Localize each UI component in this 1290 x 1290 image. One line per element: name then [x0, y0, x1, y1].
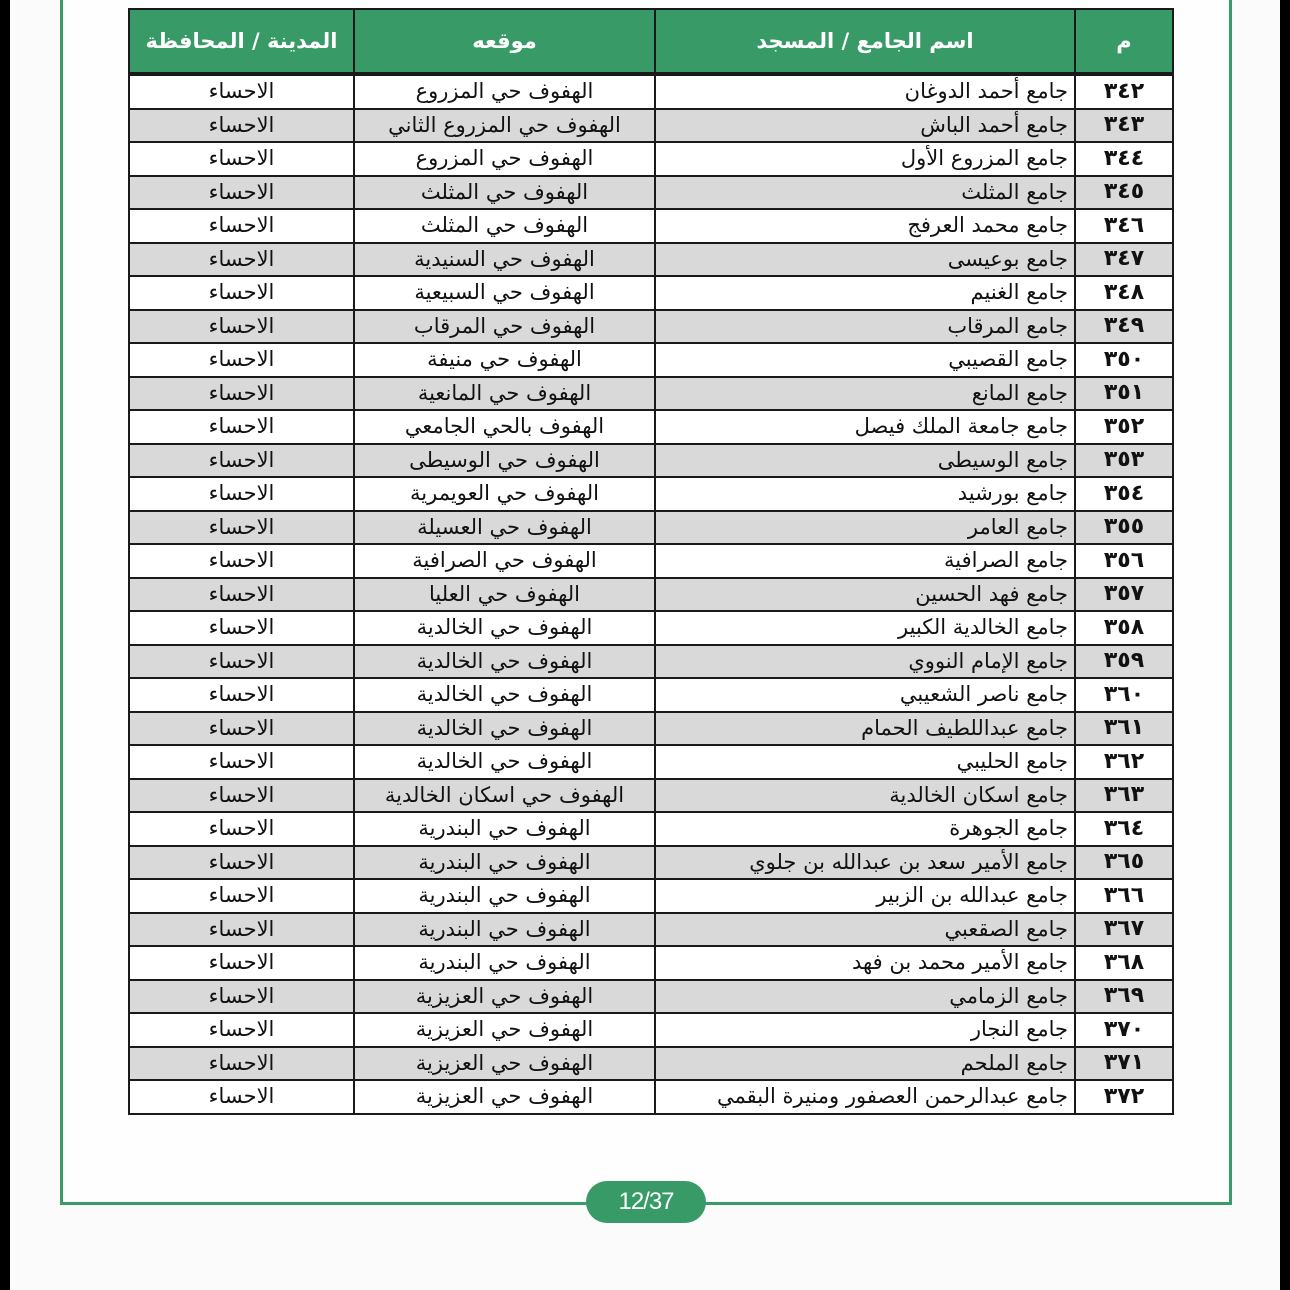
row-number: ٣٥٥	[1075, 511, 1173, 545]
mosque-location: الهفوف حي المثلث	[354, 209, 655, 243]
row-number: ٣٥٢	[1075, 410, 1173, 444]
table-row	[129, 109, 1173, 143]
row-number: ٣٥١	[1075, 377, 1173, 411]
row-number: ٣٦٨	[1075, 946, 1173, 980]
city-name: الاحساء	[129, 611, 354, 645]
city-name: الاحساء	[129, 74, 354, 109]
mosque-location: الهفوف حي الخالدية	[354, 712, 655, 746]
mosque-location: الهفوف بالحي الجامعي	[354, 410, 655, 444]
city-name: الاحساء	[129, 544, 354, 578]
mosque-location: الهفوف حي العزيزية	[354, 1047, 655, 1081]
row-number: ٣٦٥	[1075, 846, 1173, 880]
mosque-location: الهفوف حي منيفة	[354, 343, 655, 377]
mosque-location: الهفوف حي الخالدية	[354, 645, 655, 679]
mosque-name: جامع الأمير سعد بن عبدالله بن جلوي	[655, 846, 1075, 880]
table-row	[129, 511, 1173, 545]
mosque-name: جامع بورشيد	[655, 477, 1075, 511]
header-location: موقعه	[354, 9, 655, 74]
city-name: الاحساء	[129, 142, 354, 176]
table-row	[129, 913, 1173, 947]
row-number: ٣٥٣	[1075, 444, 1173, 478]
row-number: ٣٥٤	[1075, 477, 1173, 511]
mosque-location: الهفوف حي الخالدية	[354, 678, 655, 712]
table-row	[129, 946, 1173, 980]
city-name: الاحساء	[129, 846, 354, 880]
mosque-name: جامع عبدالله بن الزبير	[655, 879, 1075, 913]
mosque-name: جامع فهد الحسين	[655, 578, 1075, 612]
city-name: الاحساء	[129, 310, 354, 344]
city-name: الاحساء	[129, 645, 354, 679]
mosque-name: جامع المرقاب	[655, 310, 1075, 344]
row-number: ٣٤٥	[1075, 176, 1173, 210]
mosque-location: الهفوف حي المانعية	[354, 377, 655, 411]
mosque-name: جامع النجار	[655, 1013, 1075, 1047]
row-number: ٣٧٢	[1075, 1080, 1173, 1114]
city-name: الاحساء	[129, 578, 354, 612]
mosque-name: جامع ناصر الشعيبي	[655, 678, 1075, 712]
table-row	[129, 276, 1173, 310]
city-name: الاحساء	[129, 343, 354, 377]
city-name: الاحساء	[129, 745, 354, 779]
mosque-name: جامع الوسيطى	[655, 444, 1075, 478]
mosque-location: الهفوف حي الصرافية	[354, 544, 655, 578]
mosque-name: جامع أحمد الباش	[655, 109, 1075, 143]
city-name: الاحساء	[129, 209, 354, 243]
mosque-location: الهفوف حي المزروع	[354, 74, 655, 109]
table-row	[129, 444, 1173, 478]
table-row	[129, 678, 1173, 712]
mosque-location: الهفوف حي المرقاب	[354, 310, 655, 344]
table-row	[129, 779, 1173, 813]
city-name: الاحساء	[129, 1080, 354, 1114]
city-name: الاحساء	[129, 477, 354, 511]
table-row	[129, 209, 1173, 243]
table-row	[129, 477, 1173, 511]
mosque-name: جامع عبداللطيف الحمام	[655, 712, 1075, 746]
row-number: ٣٤٣	[1075, 109, 1173, 143]
mosque-name: جامع المانع	[655, 377, 1075, 411]
row-number: ٣٧١	[1075, 1047, 1173, 1081]
mosque-name: جامع الزمامي	[655, 980, 1075, 1014]
table-row	[129, 578, 1173, 612]
mosque-location: الهفوف حي العويمرية	[354, 477, 655, 511]
mosque-name: جامع الخالدية الكبير	[655, 611, 1075, 645]
city-name: الاحساء	[129, 511, 354, 545]
mosque-location: الهفوف حي البندرية	[354, 946, 655, 980]
table-row	[129, 310, 1173, 344]
table-row	[129, 645, 1173, 679]
city-name: الاحساء	[129, 946, 354, 980]
table-row	[129, 745, 1173, 779]
table-row	[129, 176, 1173, 210]
mosque-name: جامع المزروع الأول	[655, 142, 1075, 176]
table-row	[129, 544, 1173, 578]
mosque-location: الهفوف حي العزيزية	[354, 1013, 655, 1047]
table-row	[129, 74, 1173, 109]
row-number: ٣٥٨	[1075, 611, 1173, 645]
row-number: ٣٦١	[1075, 712, 1173, 746]
table-row	[129, 712, 1173, 746]
mosque-name: جامع الحليبي	[655, 745, 1075, 779]
city-name: الاحساء	[129, 1047, 354, 1081]
table-row	[129, 812, 1173, 846]
mosque-location: الهفوف حي اسكان الخالدية	[354, 779, 655, 813]
mosque-name: جامع الأمير محمد بن فهد	[655, 946, 1075, 980]
table-header-row	[129, 9, 1173, 74]
mosque-location: الهفوف حي الوسيطى	[354, 444, 655, 478]
row-number: ٣٦٠	[1075, 678, 1173, 712]
table-row	[129, 1013, 1173, 1047]
city-name: الاحساء	[129, 444, 354, 478]
mosque-location: الهفوف حي البندرية	[354, 812, 655, 846]
city-name: الاحساء	[129, 410, 354, 444]
mosque-name: جامع جامعة الملك فيصل	[655, 410, 1075, 444]
row-number: ٣٤٩	[1075, 310, 1173, 344]
row-number: ٣٦٤	[1075, 812, 1173, 846]
table-row	[129, 1047, 1173, 1081]
city-name: الاحساء	[129, 176, 354, 210]
mosques-table-container	[128, 8, 1172, 1115]
mosque-name: جامع عبدالرحمن العصفور ومنيرة البقمي	[655, 1080, 1075, 1114]
row-number: ٣٦٢	[1075, 745, 1173, 779]
mosque-location: الهفوف حي العزيزية	[354, 1080, 655, 1114]
row-number: ٣٤٤	[1075, 142, 1173, 176]
table-row	[129, 846, 1173, 880]
row-number: ٣٦٦	[1075, 879, 1173, 913]
row-number: ٣٥٩	[1075, 645, 1173, 679]
city-name: الاحساء	[129, 678, 354, 712]
table-row	[129, 343, 1173, 377]
mosque-name: جامع العامر	[655, 511, 1075, 545]
row-number: ٣٤٨	[1075, 276, 1173, 310]
header-city: المدينة / المحافظة	[129, 9, 354, 74]
mosque-location: الهفوف حي المثلث	[354, 176, 655, 210]
mosque-location: الهفوف حي العسيلة	[354, 511, 655, 545]
city-name: الاحساء	[129, 812, 354, 846]
table-row	[129, 243, 1173, 277]
city-name: الاحساء	[129, 276, 354, 310]
city-name: الاحساء	[129, 879, 354, 913]
mosque-name: جامع الصقعبي	[655, 913, 1075, 947]
table-row	[129, 611, 1173, 645]
row-number: ٣٥٧	[1075, 578, 1173, 612]
table-row	[129, 980, 1173, 1014]
city-name: الاحساء	[129, 109, 354, 143]
table-row	[129, 410, 1173, 444]
city-name: الاحساء	[129, 779, 354, 813]
mosque-name: جامع أحمد الدوغان	[655, 74, 1075, 109]
mosque-name: جامع الإمام النووي	[655, 645, 1075, 679]
mosque-location: الهفوف حي العليا	[354, 578, 655, 612]
row-number: ٣٦٧	[1075, 913, 1173, 947]
row-number: ٣٦٣	[1075, 779, 1173, 813]
city-name: الاحساء	[129, 377, 354, 411]
mosque-location: الهفوف حي الخالدية	[354, 611, 655, 645]
table-row	[129, 879, 1173, 913]
mosque-location: الهفوف حي البندرية	[354, 846, 655, 880]
row-number: ٣٤٢	[1075, 74, 1173, 109]
mosque-name: جامع الغنيم	[655, 276, 1075, 310]
table-row	[129, 1080, 1173, 1114]
mosque-name: جامع الصرافية	[655, 544, 1075, 578]
mosque-name: جامع المثلث	[655, 176, 1075, 210]
row-number: ٣٥٠	[1075, 343, 1173, 377]
city-name: الاحساء	[129, 712, 354, 746]
city-name: الاحساء	[129, 980, 354, 1014]
row-number: ٣٧٠	[1075, 1013, 1173, 1047]
row-number: ٣٥٦	[1075, 544, 1173, 578]
mosque-name: جامع الجوهرة	[655, 812, 1075, 846]
mosque-name: جامع اسكان الخالدية	[655, 779, 1075, 813]
page-indicator: 12/37	[586, 1181, 706, 1223]
mosque-location: الهفوف حي المزروع	[354, 142, 655, 176]
city-name: الاحساء	[129, 913, 354, 947]
city-name: الاحساء	[129, 243, 354, 277]
mosque-location: الهفوف حي المزروع الثاني	[354, 109, 655, 143]
mosque-location: الهفوف حي السنيدية	[354, 243, 655, 277]
row-number: ٣٤٦	[1075, 209, 1173, 243]
table-body	[129, 74, 1173, 1114]
header-number: م	[1075, 9, 1173, 74]
mosque-name: جامع بوعيسى	[655, 243, 1075, 277]
mosque-location: الهفوف حي العزيزية	[354, 980, 655, 1014]
mosque-location: الهفوف حي الخالدية	[354, 745, 655, 779]
mosque-name: جامع القصيبي	[655, 343, 1075, 377]
mosque-name: جامع الملحم	[655, 1047, 1075, 1081]
mosque-location: الهفوف حي السبيعية	[354, 276, 655, 310]
mosque-location: الهفوف حي البندرية	[354, 913, 655, 947]
table-row	[129, 377, 1173, 411]
row-number: ٣٤٧	[1075, 243, 1173, 277]
city-name: الاحساء	[129, 1013, 354, 1047]
mosque-name: جامع محمد العرفج	[655, 209, 1075, 243]
mosque-location: الهفوف حي البندرية	[354, 879, 655, 913]
table-row	[129, 142, 1173, 176]
header-mosque-name: اسم الجامع / المسجد	[655, 9, 1075, 74]
row-number: ٣٦٩	[1075, 980, 1173, 1014]
mosques-table	[128, 8, 1174, 1115]
